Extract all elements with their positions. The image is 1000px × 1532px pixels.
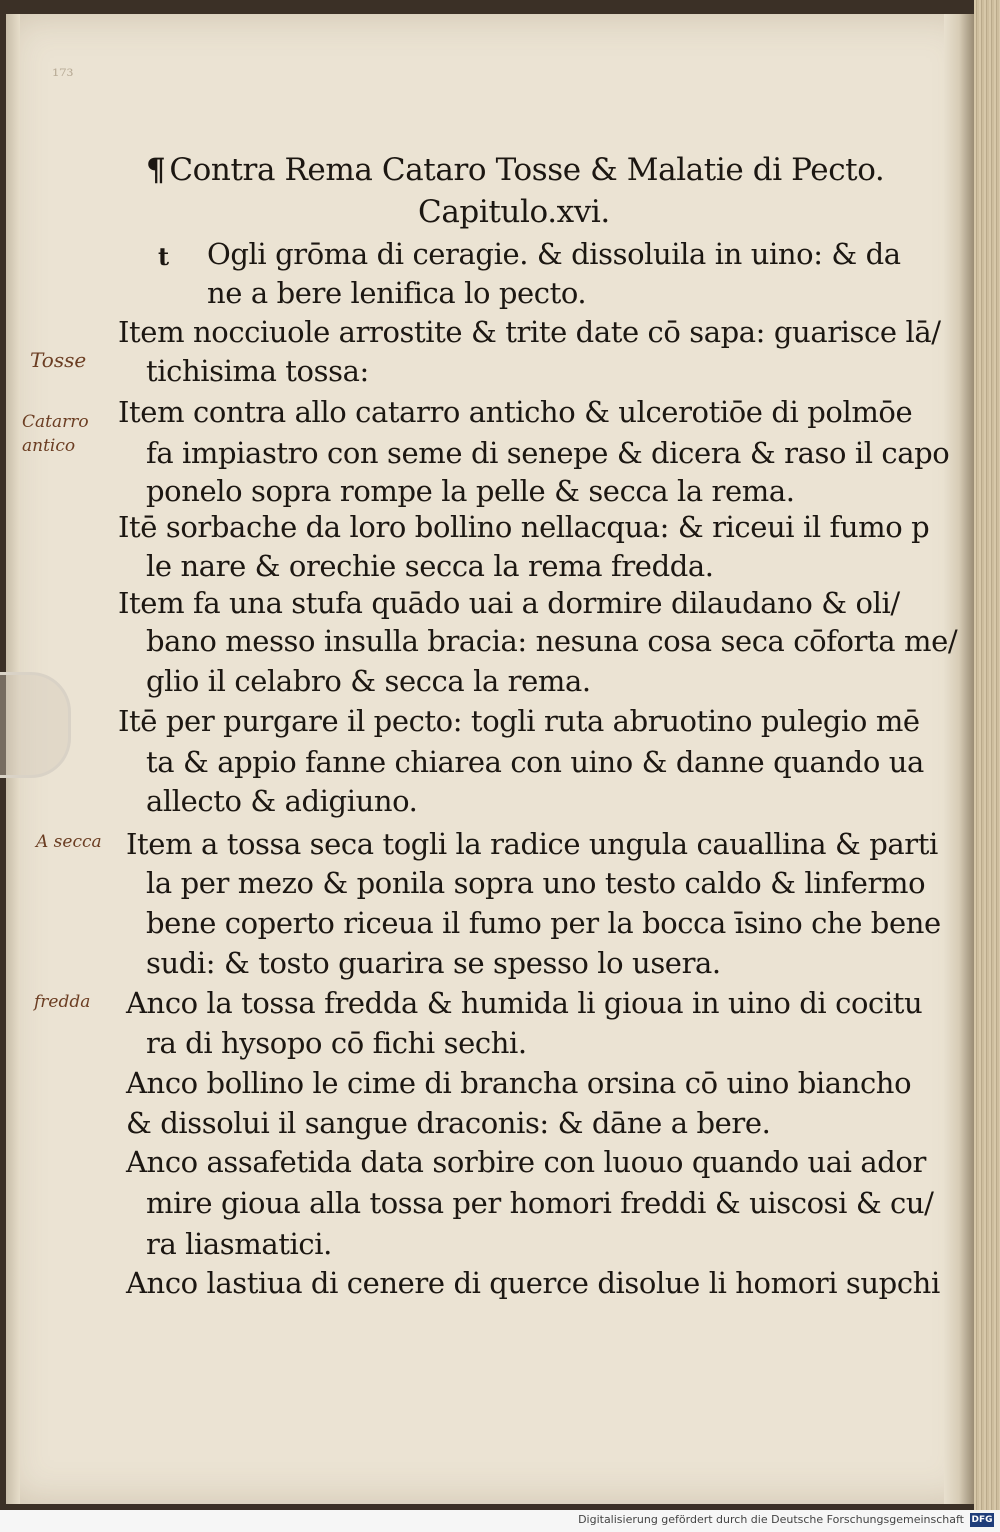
- text-line: la per mezo & ponila sopra uno testo caldo & linfermo: [146, 866, 926, 900]
- pilcrow-icon: ¶: [146, 152, 166, 188]
- funding-notice: Digitalisierung gefördert durch die Deutsche Forschungsgemeinschaft: [578, 1513, 964, 1526]
- guide-letter: t: [158, 242, 169, 271]
- text-line: Anco lastiua di cenere di querce disolue li homori supchi: [126, 1266, 940, 1300]
- marginal-note: A secca: [36, 832, 102, 852]
- marginal-note: Catarro: [22, 412, 89, 432]
- text-line: le nare & orechie secca la rema fredda.: [146, 549, 714, 583]
- dfg-logo: DFG: [971, 1515, 993, 1525]
- text-line: Anco bollino le cime di brancha orsina cō uino biancho: [126, 1066, 912, 1100]
- text-line: fa impiastro con seme di senepe & dicera & raso il capo: [146, 436, 950, 470]
- text-line: bene coperto riceua il fumo per la bocca īsino che bene: [146, 906, 941, 940]
- text-line: Itē per purgare il pecto: togli ruta abruotino pulegio mē: [118, 704, 920, 738]
- text-line: & dissolui il sangue draconis: & dāne a bere.: [126, 1106, 771, 1140]
- digitization-footer: [0, 1510, 1000, 1532]
- book-fore-edge: [974, 0, 1000, 1510]
- text-line: allecto & adigiuno.: [146, 784, 418, 818]
- text-line: bano messo insulla bracia: nesuna cosa seca cōforta me/: [146, 624, 958, 658]
- text-line: Anco la tossa fredda & humida li gioua in uino di cocitu: [126, 986, 923, 1020]
- text-line: Item a tossa seca togli la radice ungula cauallina & parti: [126, 827, 938, 861]
- text-line: ne a bere lenifica lo pecto.: [207, 276, 587, 310]
- text-line: glio il celabro & secca la rema.: [146, 664, 591, 698]
- text-line: mire gioua alla tossa per homori freddi & uiscosi & cu/: [146, 1186, 934, 1220]
- text-line: Anco assafetida data sorbire con luouo quando uai ador: [126, 1145, 926, 1179]
- text-line: ra liasmatici.: [146, 1227, 332, 1261]
- folio-mark: ¹⁷³: [52, 66, 74, 87]
- text-line: Item nocciuole arrostite & trite date cō sapa: guarisce lā/: [118, 315, 941, 349]
- chapter-heading-text: Contra Rema Cataro Tosse & Malatie di Pecto.: [169, 152, 885, 188]
- text-line: Itē sorbache da loro bollino nellacqua: & riceui il fumo p: [118, 510, 930, 544]
- marginal-note: antico: [22, 436, 76, 456]
- text-line: ponelo sopra rompe la pelle & secca la rema.: [146, 474, 795, 508]
- chapter-number: Capitulo.xvi.: [418, 194, 610, 230]
- marginal-note: Tosse: [30, 348, 87, 372]
- marginal-note: fredda: [34, 992, 91, 1012]
- text-line: ta & appio fanne chiarea con uino & danne quando ua: [146, 745, 924, 779]
- page-edge-shadow: [944, 14, 974, 1504]
- page-clip: [0, 672, 71, 778]
- text-line: sudi: & tosto guarira se spesso lo usera.: [146, 946, 721, 980]
- text-line: Item contra allo catarro anticho & ulcerotiōe di polmōe: [118, 395, 913, 429]
- text-line: Item fa una stufa quādo uai a dormire dilaudano & oli/: [118, 586, 900, 620]
- text-line: tichisima tossa:: [146, 354, 369, 388]
- text-line: Ogli grōma di ceragie. & dissoluila in uino: & da: [207, 237, 901, 271]
- text-line: ra di hysopo cō fichi sechi.: [146, 1026, 527, 1060]
- chapter-heading-line-1: [146, 152, 884, 188]
